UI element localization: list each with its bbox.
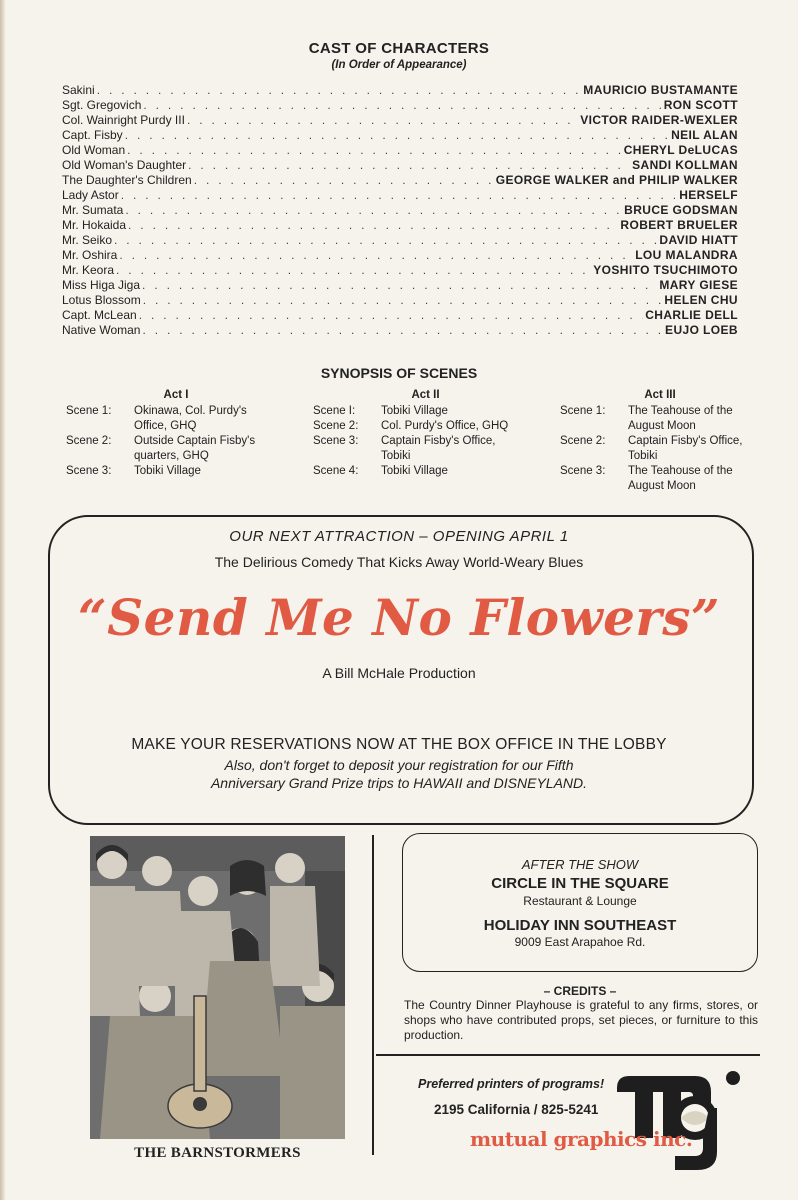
scene-number: Scene 2: xyxy=(66,435,112,447)
cast-role: Native Woman xyxy=(62,323,141,337)
promo-next-attraction: OUR NEXT ATTRACTION – OPENING APRIL 1 xyxy=(229,528,569,545)
cast-actor: MAURICIO BUSTAMANTE xyxy=(583,83,738,97)
dot-leader xyxy=(97,83,582,98)
scene-entry xyxy=(66,464,286,479)
scene-number: Scene 2: xyxy=(560,435,606,447)
dot-leader xyxy=(128,218,618,233)
scene-number: Scene 1: xyxy=(560,405,606,417)
cast-title: CAST OF CHARACTERS xyxy=(308,40,490,57)
cast-row xyxy=(62,308,738,323)
promo-reservations: MAKE YOUR RESERVATIONS NOW AT THE BOX OFFICE IN THE LOBBY xyxy=(131,736,667,753)
cast-role: Capt. Fisby xyxy=(62,128,123,142)
dot-leader xyxy=(125,128,669,143)
horizontal-divider xyxy=(376,1054,760,1056)
scene-place: Okinawa, Col. Purdy's Office, GHQ xyxy=(134,405,247,432)
scene-entry xyxy=(66,404,286,434)
scene-place: Tobiki Village xyxy=(381,465,448,477)
venue-1-name: CIRCLE IN THE SQUARE xyxy=(491,875,669,892)
venue-2-name: HOLIDAY INN SOUTHEAST xyxy=(483,917,677,934)
scene-place: The Teahouse of the August Moon xyxy=(628,405,733,432)
cast-actor: CHARLIE DELL xyxy=(645,308,738,322)
group-photo-illustration xyxy=(90,836,345,1139)
dot-leader xyxy=(143,98,661,113)
dot-leader xyxy=(127,143,622,158)
scene-entry xyxy=(313,404,538,419)
cast-row xyxy=(62,293,738,308)
dot-leader xyxy=(116,263,591,278)
cast-actor: NEIL ALAN xyxy=(671,128,738,142)
scene-entry xyxy=(313,419,538,434)
scene-entry xyxy=(560,404,760,434)
venue-2-address: 9009 East Arapahoe Rd. xyxy=(514,935,646,949)
scene-entry xyxy=(313,464,538,479)
cast-role: Mr. Hokaida xyxy=(62,218,127,232)
cast-row xyxy=(62,203,738,218)
mg-logo xyxy=(615,1068,745,1178)
cast-row xyxy=(62,143,738,158)
cast-role: Sgt. Gregovich xyxy=(62,98,142,112)
cast-actor: EUJO LOEB xyxy=(665,323,738,337)
dot-leader xyxy=(188,158,630,173)
credits-heading: – CREDITS – xyxy=(543,984,617,998)
scene-place: Tobiki Village xyxy=(381,405,448,417)
vertical-divider xyxy=(372,835,374,1155)
scene-place: Col. Purdy's Office, GHQ xyxy=(381,420,509,432)
scene-number: Scene 2: xyxy=(313,420,359,432)
mg-logo-icon xyxy=(615,1068,745,1178)
cast-actor: HERSELF xyxy=(679,188,738,202)
scene-number: Scene 1: xyxy=(66,405,112,417)
cast-actor: MARY GIESE xyxy=(659,278,738,292)
scene-number: Scene 3: xyxy=(560,465,606,477)
cast-role: Lady Astor xyxy=(62,188,119,202)
cast-role: Sakini xyxy=(62,83,95,97)
scene-place: Tobiki Village xyxy=(134,465,201,477)
act-1-column xyxy=(66,388,286,479)
cast-photo xyxy=(90,836,345,1139)
scene-place: Outside Captain Fisby's quarters, GHQ xyxy=(134,435,256,462)
cast-actor: CHERYL DeLUCAS xyxy=(623,143,738,157)
cast-role: Mr. Keora xyxy=(62,263,115,277)
after-show-heading: AFTER THE SHOW xyxy=(521,857,639,872)
scene-entry xyxy=(560,434,760,464)
dot-leader xyxy=(119,248,633,263)
act-heading: Act I xyxy=(163,389,189,401)
cast-actor: HELEN CHU xyxy=(664,293,738,307)
cast-row xyxy=(62,98,738,113)
cast-role: Lotus Blossom xyxy=(62,293,141,307)
synopsis-title: SYNOPSIS OF SCENES xyxy=(320,365,478,381)
photo-caption: THE BARNSTORMERS xyxy=(134,1145,301,1161)
cast-role: Capt. McLean xyxy=(62,308,137,322)
cast-row xyxy=(62,233,738,248)
scene-entry xyxy=(560,464,760,494)
cast-row xyxy=(62,248,738,263)
scene-number: Scene 3: xyxy=(313,435,359,447)
dot-leader xyxy=(121,188,677,203)
act-2-column xyxy=(313,388,538,479)
promo-tagline: The Delirious Comedy That Kicks Away World-Weary Blues xyxy=(214,554,584,570)
dot-leader xyxy=(125,203,622,218)
cast-row xyxy=(62,263,738,278)
cast-role: Mr. Sumata xyxy=(62,203,124,217)
cast-role: Mr. Oshira xyxy=(62,248,118,262)
cast-row xyxy=(62,218,738,233)
credits-text: The Country Dinner Playhouse is grateful to any firms, stores, or shops who have contributed props, set pieces, or furniture to this production. xyxy=(404,998,758,1042)
printer-tagline: Preferred printers of programs! xyxy=(418,1077,605,1091)
scene-entry xyxy=(313,434,538,464)
act-3-column xyxy=(560,388,760,494)
act-heading: Act III xyxy=(644,389,676,401)
dot-leader xyxy=(143,293,663,308)
promo-show-title: “Send Me No Flowers” xyxy=(77,588,721,647)
cast-role: Col. Wainright Purdy III xyxy=(62,113,185,127)
scene-entry xyxy=(66,434,286,464)
cast-actor: SANDI KOLLMAN xyxy=(632,158,738,172)
cast-actor: YOSHITO TSUCHIMOTO xyxy=(593,263,738,277)
cast-actor: GEORGE WALKER and PHILIP WALKER xyxy=(495,173,738,187)
scene-place: Captain Fisby's Office, Tobiki xyxy=(628,435,743,462)
cast-subtitle: (In Order of Appearance) xyxy=(331,59,467,71)
cast-row xyxy=(62,278,738,293)
dot-leader xyxy=(194,173,494,188)
act-heading: Act II xyxy=(411,389,440,401)
cast-role: The Daughter's Children xyxy=(62,173,192,187)
cast-role: Mr. Seiko xyxy=(62,233,113,247)
cast-actor: RON SCOTT xyxy=(663,98,738,112)
cast-actor: VICTOR RAIDER-WEXLER xyxy=(580,113,738,127)
cast-row xyxy=(62,323,738,338)
dot-leader xyxy=(142,278,657,293)
venue-1-subtitle: Restaurant & Lounge xyxy=(523,894,637,908)
cast-row xyxy=(62,158,738,173)
dot-leader xyxy=(114,233,657,248)
cast-role: Old Woman xyxy=(62,143,126,157)
scene-number: Scene I: xyxy=(313,405,356,417)
cast-row xyxy=(62,113,738,128)
cast-role: Old Woman's Daughter xyxy=(62,158,187,172)
cast-actor: BRUCE GODSMAN xyxy=(624,203,738,217)
cast-actor: LOU MALANDRA xyxy=(635,248,738,262)
dot-leader xyxy=(187,113,578,128)
printer-name: mutual graphics inc. xyxy=(470,1127,693,1151)
scene-place: The Teahouse of the August Moon xyxy=(628,465,733,492)
scene-number: Scene 4: xyxy=(313,465,359,477)
scene-number: Scene 3: xyxy=(66,465,112,477)
cast-role: Miss Higa Jiga xyxy=(62,278,141,292)
cast-actor: DAVID HIATT xyxy=(659,233,738,247)
cast-row xyxy=(62,128,738,143)
promo-also-line-1: Also, don't forget to deposit your registration for our Fifth xyxy=(224,757,574,773)
cast-row xyxy=(62,188,738,203)
printer-address: 2195 California / 825-5241 xyxy=(434,1102,599,1117)
scene-place: Captain Fisby's Office, Tobiki xyxy=(381,435,496,462)
dot-leader xyxy=(142,323,663,338)
promo-also-line-2: Anniversary Grand Prize trips to HAWAII and DISNEYLAND. xyxy=(210,775,588,791)
promo-production: A Bill McHale Production xyxy=(322,665,476,681)
dot-leader xyxy=(139,308,643,323)
cast-row xyxy=(62,173,738,188)
cast-row xyxy=(62,83,738,98)
cast-list xyxy=(62,83,738,338)
cast-actor: ROBERT BRUELER xyxy=(620,218,738,232)
